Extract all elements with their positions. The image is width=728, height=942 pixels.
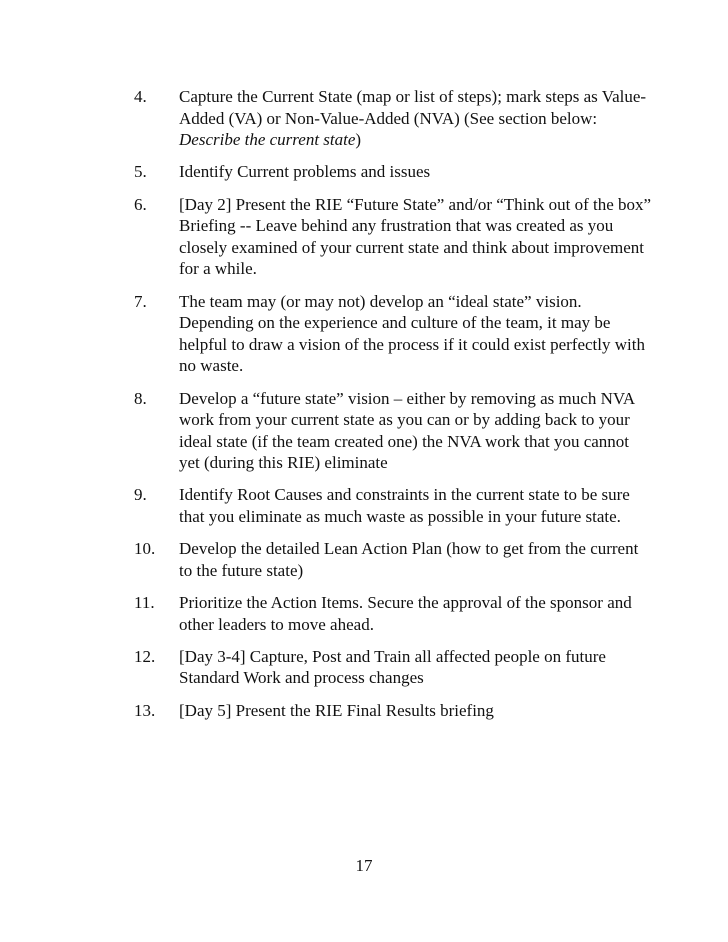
- numbered-step-list: [134, 86, 654, 732]
- item-number: 11.: [134, 593, 155, 613]
- item-text: Identify Current problems and issues: [179, 162, 431, 182]
- item-text: The team may (or may not) develop an “ideal state” vision. Depending on the experience and culture of the team, it may be helpful to draw a vision of the process if it could exist perfectly with no waste.: [179, 291, 645, 376]
- list-item-13: [134, 700, 654, 722]
- item-number: 9.: [134, 485, 147, 505]
- list-item-11: [134, 592, 654, 635]
- item-text: Identify Root Causes and constraints in the current state to be sure that you eliminate as much waste as possible in your future state.: [179, 485, 630, 527]
- list-item-10: [134, 538, 654, 581]
- list-item-9: [134, 484, 654, 527]
- item-text: Prioritize the Action Items. Secure the approval of the sponsor and other leaders to move ahead.: [179, 593, 632, 634]
- item-text-main: Capture the Current State (map or list of steps); mark steps as Value-Added (VA) or Non-Value-Added (NVA) (See section below:: [179, 87, 647, 128]
- item-number: 7.: [134, 291, 147, 311]
- item-text: [Day 3-4] Capture, Post and Train all affected people on future Standard Work and process changes: [179, 646, 606, 688]
- item-text: [179, 86, 654, 151]
- item-number: 12.: [134, 646, 156, 666]
- item-text: [Day 2] Present the RIE “Future State” and/or “Think out of the box” Briefing -- Leave behind any frustration that was created as you closely examined of your current state and think about improvement for a while.: [179, 194, 652, 279]
- item-text: [Day 5] Present the RIE Final Results briefing: [179, 700, 494, 720]
- item-number: 10.: [134, 539, 156, 559]
- list-item-6: [134, 194, 654, 280]
- item-number: 13.: [134, 700, 156, 720]
- item-number: 5.: [134, 162, 147, 182]
- item-number: 6.: [134, 194, 147, 214]
- list-item-7: [134, 291, 654, 377]
- item-text: Develop a “future state” vision – either by removing as much NVA work from your current state as you can or by adding back to your ideal state (if the team created one) the NVA work that you cannot yet (during this RIE) eliminate: [179, 388, 635, 473]
- list-item-5: [134, 161, 654, 183]
- item-number: 8.: [134, 388, 147, 408]
- list-item-8: [134, 388, 654, 474]
- item-text-after: ): [355, 130, 362, 150]
- page-number: 17: [355, 856, 373, 875]
- list-item-12: [134, 646, 654, 689]
- item-text-emphasis: Describe the current state: [179, 130, 356, 150]
- item-text: Develop the detailed Lean Action Plan (how to get from the current to the future state): [179, 539, 639, 580]
- item-number: 4.: [134, 87, 147, 106]
- list-item-4: [134, 86, 654, 151]
